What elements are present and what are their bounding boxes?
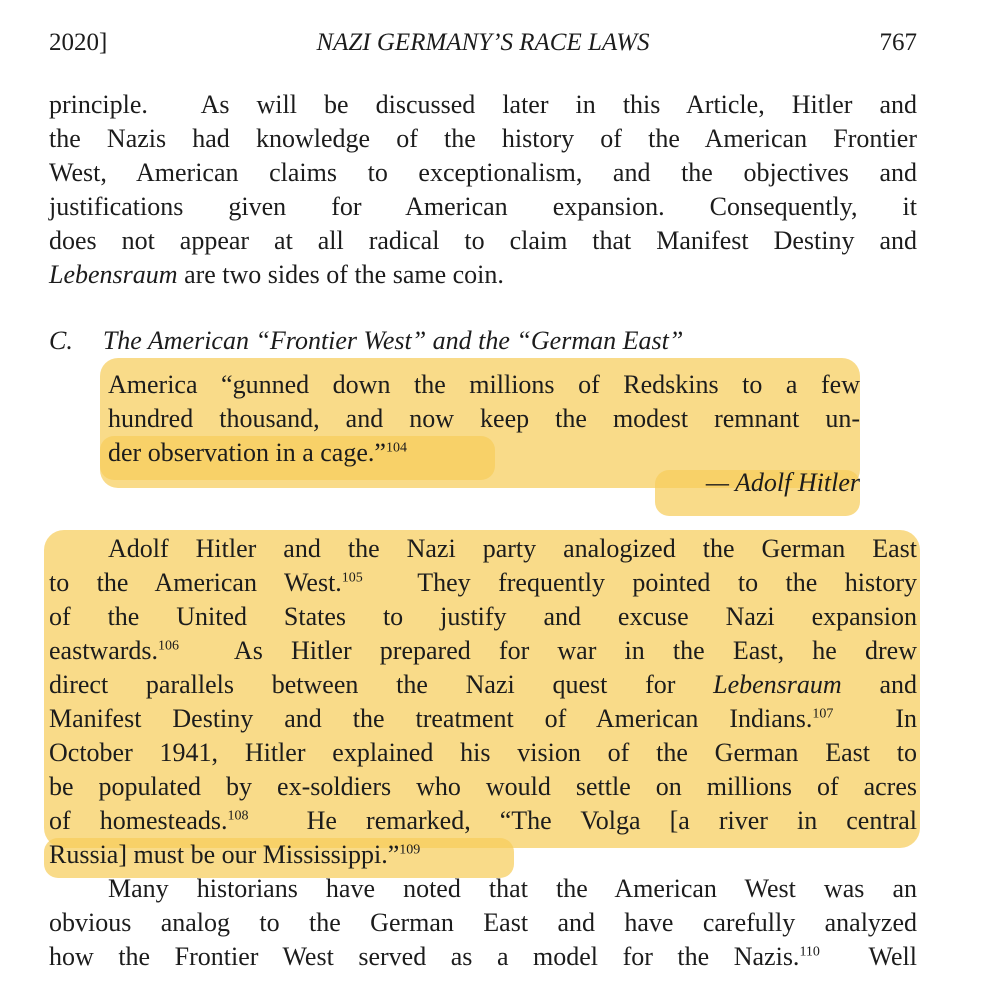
header-title: NAZI GERMANY’S RACE LAWS (316, 29, 650, 56)
footnote-ref: 108 (227, 808, 249, 824)
intro-line-last: Lebensraum are two sides of the same coin. (49, 260, 504, 289)
paragraph-line: obvious analog to the German East and have carefully analyzed (49, 908, 917, 937)
paragraph-line: how the Frontier West served as a model for the Nazis.$^{110}$ Well (49, 942, 917, 971)
paragraph-line: Russia] must be our Mississippi.”$^{109}$ (49, 840, 421, 869)
paragraph-line: October 1941, Hitler explained his vision of the German East to (49, 738, 917, 767)
header-year: 2020] (49, 29, 108, 56)
italic-term: Lebensraum (713, 670, 842, 699)
section-title: The American “Frontier West” and the “German East” (102, 326, 684, 355)
epigraph-attribution: — Adolf Hitler (705, 468, 860, 497)
intro-line: justifications given for American expansion. Consequently, it (49, 192, 917, 221)
paragraph-line: Many historians have noted that the American West was an (108, 874, 917, 903)
paragraph-line: direct parallels between the Nazi quest for Lebensraum and (49, 670, 917, 699)
paragraph-line: to the American West.$^{105}$ They frequently pointed to the history (49, 568, 917, 597)
intro-line: the Nazis had knowledge of the history of the American Frontier (49, 124, 917, 153)
paragraph-line: Manifest Destiny and the treatment of American Indians.$^{107}$ In (49, 704, 918, 733)
paragraph-line: be populated by ex-soldiers who would settle on millions of acres (49, 772, 917, 801)
paragraph-line: eastwards.$^{106}$ As Hitler prepared for war in the East, he drew (49, 636, 917, 665)
paragraph-line: of the United States to justify and excuse Nazi expansion (49, 602, 917, 631)
footnote-ref: 110 (799, 944, 820, 960)
footnote-ref: 105 (341, 570, 363, 586)
footnote-ref: 106 (158, 638, 180, 654)
intro-line: West, American claims to exceptionalism, and the objectives and (49, 158, 917, 187)
italic-term: Lebensraum (49, 260, 178, 289)
footnote-ref: 104 (385, 440, 407, 456)
paragraph-line: Adolf Hitler and the Nazi party analogized the German East (108, 534, 917, 563)
intro-line: principle. As will be discussed later in this Article, Hitler and (49, 90, 917, 119)
epigraph-line: der observation in a cage.”$^{104}$ (108, 438, 407, 467)
epigraph-line: hundred thousand, and now keep the modest remnant un- (108, 404, 860, 433)
page-number: 767 (879, 29, 917, 56)
epigraph-line: America “gunned down the millions of Redskins to a few (108, 370, 860, 399)
section-letter: C. (49, 326, 73, 355)
intro-line: does not appear at all radical to claim that Manifest Destiny and (49, 226, 917, 255)
footnote-ref: 107 (812, 706, 834, 722)
section-heading (49, 324, 917, 358)
footnote-ref: 109 (399, 842, 421, 858)
paragraph-line: of homesteads.$^{108}$ He remarked, “The Volga [a river in central (49, 806, 917, 835)
